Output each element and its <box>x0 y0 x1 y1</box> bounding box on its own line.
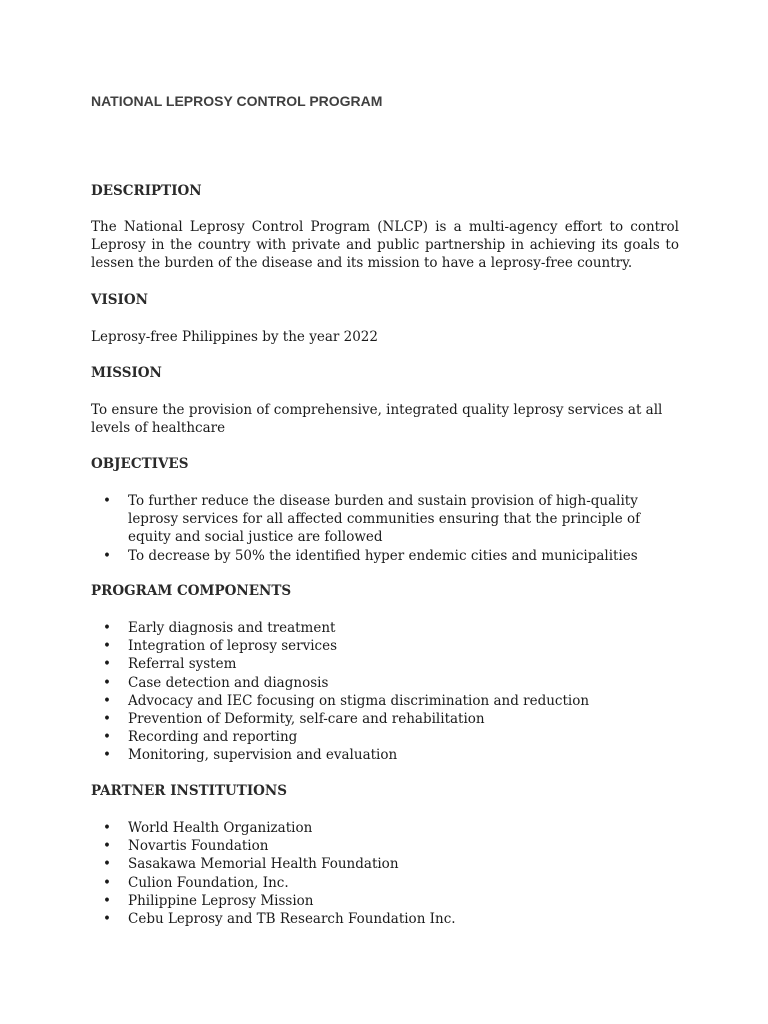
component-text: Integration of leprosy services <box>128 638 338 655</box>
bullet-icon: • <box>103 711 111 728</box>
document-title: NATIONAL LEPROSY CONTROL PROGRAM <box>91 93 383 109</box>
objectives-list <box>91 492 679 565</box>
list-item <box>91 819 679 837</box>
list-item <box>91 492 656 547</box>
list-item <box>91 655 679 673</box>
partner-text: World Health Organization <box>128 820 313 836</box>
vision-section <box>91 291 679 346</box>
bullet-icon: • <box>103 856 111 873</box>
mission-text: To ensure the provision of comprehensive, integrated quality leprosy services at all levels of healthcare <box>91 402 663 436</box>
list-item <box>91 892 679 910</box>
partners-section <box>91 782 679 928</box>
objectives-heading: OBJECTIVES <box>91 456 189 472</box>
list-item <box>91 547 679 565</box>
partner-text: Cebu Leprosy and TB Research Foundation Inc. <box>128 911 456 928</box>
component-text: Monitoring, supervision and evaluation <box>128 747 398 764</box>
component-text: Prevention of Deformity, self-care and rehabilitation <box>128 711 485 728</box>
partners-heading: PARTNER INSTITUTIONS <box>91 783 288 799</box>
bullet-icon: • <box>103 820 111 836</box>
components-section <box>91 582 679 765</box>
description-text: The National Leprosy Control Program (NLCP) is a multi-agency effort to control Leprosy in the country with private and public partnership in achieving its goals to lessen the burden of the disease and its mission to have a leprosy-free country. <box>91 219 679 271</box>
objective-text: To further reduce the disease burden and sustain provision of high-quality leprosy services for all affected communities ensuring that the principle of equity and social justice are followed <box>128 493 641 546</box>
list-item <box>91 746 679 764</box>
partner-text: Culion Foundation, Inc. <box>128 874 289 891</box>
description-section <box>91 182 679 272</box>
list-item <box>91 855 679 873</box>
list-item <box>91 910 679 928</box>
bullet-icon: • <box>103 656 111 673</box>
bullet-icon: • <box>103 838 111 855</box>
objective-text: To decrease by 50% the identified hyper endemic cities and municipalities <box>128 547 638 564</box>
component-text: Early diagnosis and treatment <box>128 620 336 636</box>
bullet-icon: • <box>103 892 111 909</box>
bullet-icon: • <box>103 911 111 928</box>
partner-text: Sasakawa Memorial Health Foundation <box>128 856 399 873</box>
list-item <box>91 710 679 728</box>
partner-text: Novartis Foundation <box>128 838 269 855</box>
bullet-icon: • <box>103 620 111 636</box>
list-item <box>91 692 679 710</box>
list-item <box>91 674 679 692</box>
objectives-section <box>91 455 679 565</box>
list-item <box>91 619 679 637</box>
bullet-icon: • <box>103 638 111 655</box>
partner-text: Philippine Leprosy Mission <box>128 892 314 909</box>
list-item <box>91 728 679 746</box>
bullet-icon: • <box>103 874 111 891</box>
components-heading: PROGRAM COMPONENTS <box>91 583 292 599</box>
vision-text: Leprosy-free Philippines by the year 2022 <box>91 329 378 345</box>
component-text: Advocacy and IEC focusing on stigma discrimination and reduction <box>128 692 590 709</box>
list-item <box>91 837 679 855</box>
list-item <box>91 637 679 655</box>
components-list <box>91 619 679 765</box>
partners-list <box>91 819 679 928</box>
mission-heading: MISSION <box>91 365 162 381</box>
vision-heading: VISION <box>91 292 148 308</box>
component-text: Recording and reporting <box>128 729 298 746</box>
bullet-icon: • <box>103 493 111 509</box>
component-text: Referral system <box>128 656 237 673</box>
bullet-icon: • <box>103 692 111 709</box>
mission-section <box>91 364 679 437</box>
bullet-icon: • <box>103 547 111 564</box>
component-text: Case detection and diagnosis <box>128 674 329 691</box>
bullet-icon: • <box>103 674 111 691</box>
bullet-icon: • <box>103 729 111 746</box>
bullet-icon: • <box>103 747 111 764</box>
list-item <box>91 874 679 892</box>
description-heading: DESCRIPTION <box>91 183 202 199</box>
